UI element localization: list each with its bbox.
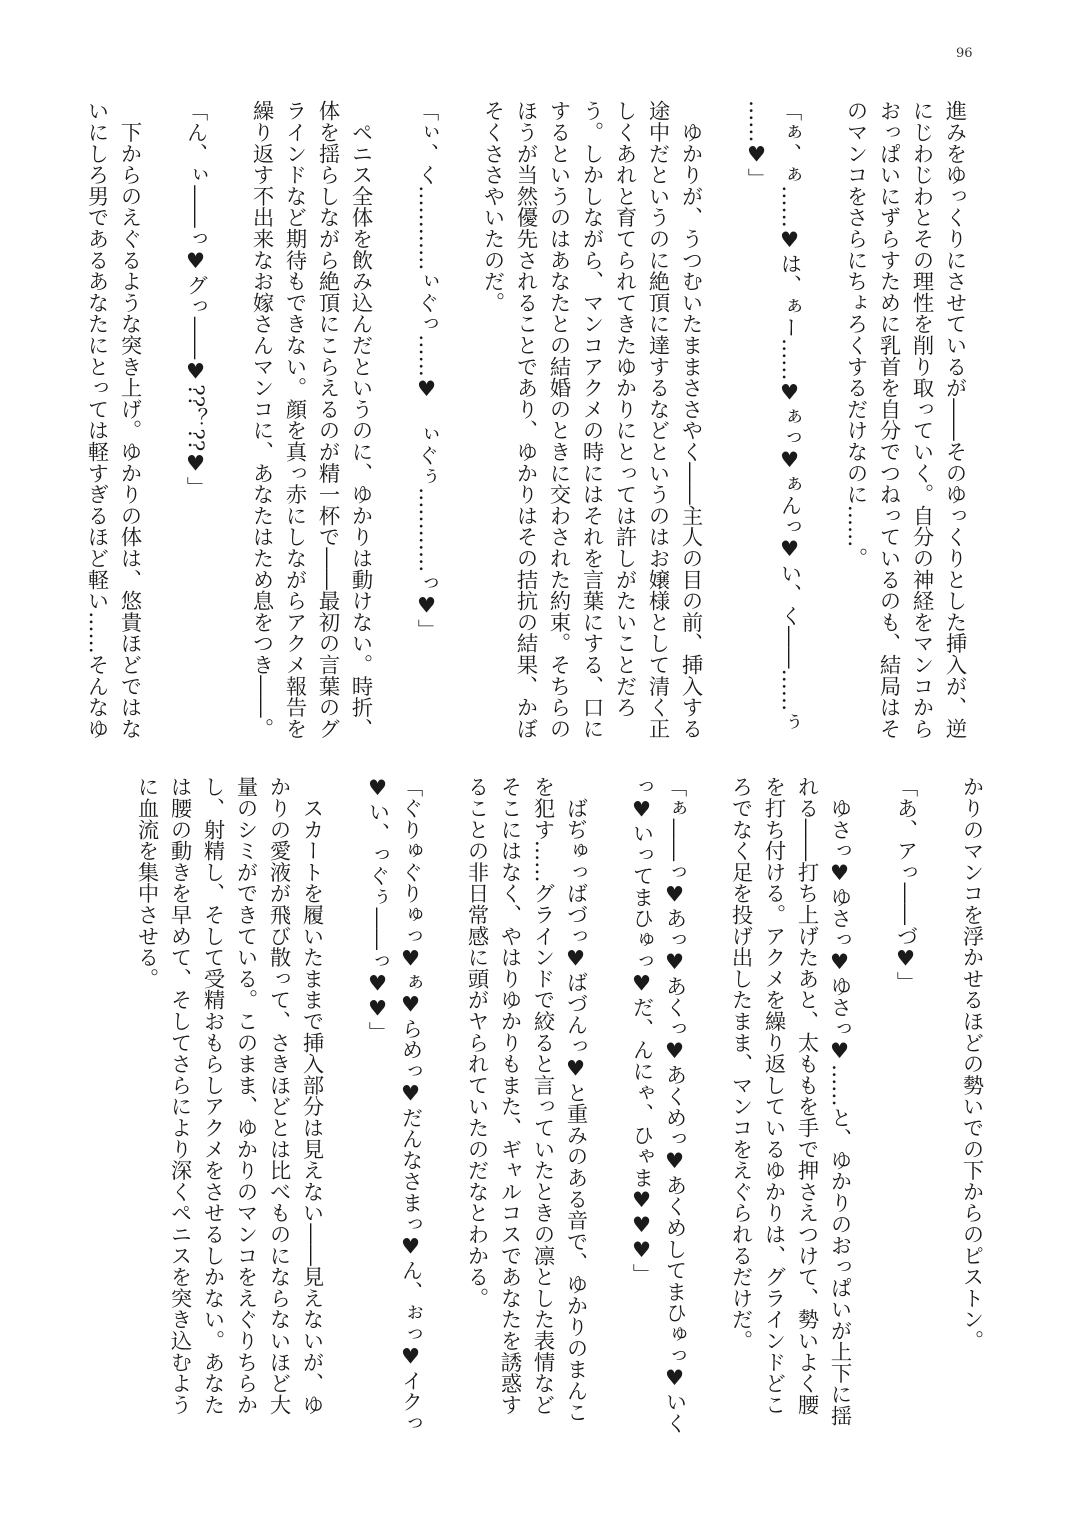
text-line: 途中だというのに絶頂に達するなどというのはお嬢様として清く正 — [645, 100, 670, 739]
text-line: そくささやいたのだ。 — [480, 100, 505, 313]
text-line: 量のシミができている。このまま、ゆかりのマンコをえぐりちらか — [233, 776, 258, 1415]
text-line: ばぢゅっばづっ♥ばづんっ♥と重みのある音で、ゆかりのまんこ — [563, 776, 588, 1423]
text-line: おっぱいにずらすために乳首を自分でつねっているのも、結局はそ — [876, 100, 901, 739]
text-line — [443, 100, 476, 730]
text-line: っ♥いってまひゅっ♥だ、んにゃ、ひゃま♥♥♥」 — [629, 776, 654, 1285]
text-line: ゆさっ♥ゆさっ♥ゆさっ♥……と、ゆかりのおっぱいが上下に揺 — [827, 776, 852, 1427]
text-line: は腰の動きを早めて、そしてさらにより深くペニスを突き込むよう — [167, 776, 192, 1415]
text-line: いにしろ男であるあなたにとっては軽すぎるほど軽い……そんなゆ — [84, 100, 109, 739]
text-line — [856, 776, 889, 1406]
text-line — [691, 776, 724, 1406]
text-line — [427, 776, 460, 1406]
text-line: 「あ、アっ――づ♥」 — [893, 776, 918, 993]
text-line: 「ぁ――っ♥あっ♥あくっ♥あくめっ♥あくめしてまひゅっ♥いく — [662, 776, 687, 1434]
text-line: し、射精し、そして受精おもらしアクメをさせるしかない。あなた — [200, 776, 225, 1415]
text-line: に血流を集中させる。 — [134, 776, 159, 989]
text-line: う。しかしながら、マンコアクメの時にはそれを言葉にする、口に — [579, 100, 604, 739]
text-line: を犯す……グラインドで絞ると言っていたときの凛とした表情など — [530, 776, 555, 1415]
text-line: ゆかりが、うつむいたままささやく――主人の目の前、挿入する — [678, 100, 703, 739]
text-block-top — [80, 100, 971, 739]
text-line — [592, 776, 625, 1406]
text-line: 「ぁ、ぁ……♥は、ぁー……♥ぁっ♥ぁんっ♥い、く――……ぅ — [777, 100, 802, 733]
text-line — [707, 100, 740, 730]
text-block-bottom — [130, 776, 988, 1434]
text-line: 繰り返す不出来なお嫁さんマンコに、あなたはため息をつき――。 — [249, 100, 274, 739]
text-line: ることの非日常感に頭がヤられていたのだなとわかる。 — [464, 776, 489, 1309]
text-line: ……♥」 — [744, 100, 769, 189]
text-line: ペニス全体を飲み込んだというのに、ゆかりは動けない。時折、 — [348, 100, 373, 739]
text-line — [922, 776, 955, 1406]
text-line: ほうが当然優先されることであり、ゆかりはその拮抗の結果、かぼ — [513, 100, 538, 739]
text-line — [212, 100, 245, 730]
text-line: を打ち付ける。アクメを繰り返しているゆかりは、グラインドどこ — [761, 776, 786, 1415]
text-line: しくあれと育てられてきたゆかりにとっては許しがたいことだろ — [612, 100, 637, 718]
text-line: スカートを履いたままで挿入部分は見えない――見えないが、ゆ — [299, 776, 324, 1415]
text-line — [328, 776, 361, 1406]
text-line: のマンコをさらにちょろくするだけなのに……。 — [843, 100, 868, 569]
text-line: 体を揺らしながら絶頂にこらえるのが精一杯で――最初の言葉のグ — [315, 100, 340, 739]
text-line: かりの愛液が飛び散って、さきほどとは比べものにならないほど大 — [266, 776, 291, 1415]
text-line: れる――打ち上げたあと、太ももを手で押さえつけて、勢いよく腰 — [794, 776, 819, 1415]
text-line: 「ぃ、く…………ぃぐっ……♥ ぃぐぅ…………っ♥」 — [414, 100, 439, 640]
text-line — [146, 100, 179, 730]
text-line: にじわじわとその理性を削り取っていく。自分の神経をマンコから — [909, 100, 934, 739]
page-number: 96 — [956, 46, 973, 61]
text-line: 「ん、ぃ――っ♥グっ――♥??？??♥」 — [183, 100, 208, 498]
text-line: するというのはあなたとの結婚のときに交わされた約束。そちらの — [546, 100, 571, 739]
text-line: そこにはなく、やはりゆかりもまた、ギャルコスであなたを誘惑す — [497, 776, 522, 1415]
text-line: 下からのえぐるような突き上げ。ゆかりの体は、悠貴ほどではな — [117, 100, 142, 739]
text-line: かりのマンコを浮かせるほどの勢いでの下からのピストン。 — [959, 776, 984, 1352]
text-line: 進みをゆっくりにさせているが――そのゆっくりとした挿入が、逆 — [942, 100, 967, 739]
text-line — [806, 100, 839, 730]
text-line: 「ぐりゅぐりゅっ♥ぁ♥らめっ♥だんなさまっ♥ん、ぉっ♥イクっ — [398, 776, 423, 1434]
text-line: ろでなく足を投げ出したまま、マンコをえぐられるだけだ。 — [728, 776, 753, 1352]
text-line: ラインドなど期待もできない。顔を真っ赤にしながらアクメ報告を — [282, 100, 307, 739]
text-line: ♥い、っぐぅ――っ♥♥」 — [365, 776, 390, 1043]
text-line — [377, 100, 410, 730]
